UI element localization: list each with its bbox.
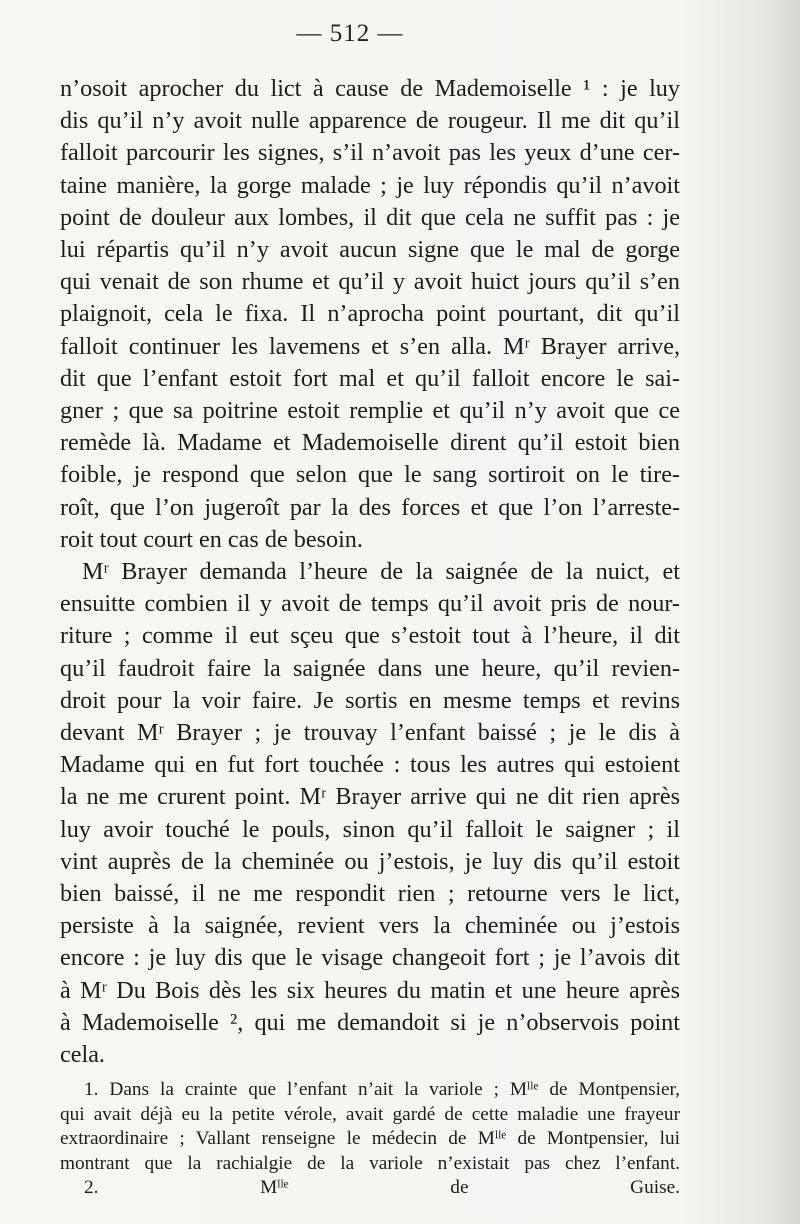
text-line: qui venait de son rhume et qu’il y avoit huict jours qu’il s’en [60,268,680,296]
text-line: falloit continuer les lavemens et s’en alla. Mʳ Brayer arrive, [60,332,680,360]
text-line: vint auprès de la cheminée ou j’estois, je luy dis qu’il estoit [60,847,680,875]
text-line: lui répartis qu’il n’y avoit aucun signe que le mal de gorge [60,236,680,264]
text-line: roit tout court en cas de besoin. [60,525,363,553]
footnote-2 [60,1176,680,1201]
text-line: riture ; comme il eut sçeu que s’estoit tout à l’heure, il dit [60,622,680,650]
text-line: Madame qui en fut fort touchée : tous les autres qui estoient [60,751,680,779]
footnote-line: montrant que la rachialgie de la variole n’existait pas chez l’enfant. [60,1152,680,1174]
text-line: dit que l’enfant estoit fort mal et qu’il falloit encore le sai- [60,364,680,392]
text-line: luy avoir touché le pouls, sinon qu’il falloit le saigner ; il [60,815,680,843]
footnote-line: 1. Dans la crainte que l’enfant n’ait la variole ; Mˡˡᵉ de Montpensier, [84,1079,680,1100]
footnote-line: qui avait déjà eu la petite vérole, avait gardé de cette maladie une frayeur [60,1103,680,1125]
text-line: ensuitte combien il y avoit de temps qu’il avoit pris de nour- [60,590,680,618]
text-line: remède là. Madame et Mademoiselle dirent qu’il estoit bien [60,429,680,457]
footnote-line: 2. Mˡˡᵉ de Guise. [84,1177,680,1198]
text-line: encore : je luy dis que le visage changeoit fort ; je l’avois dit [60,944,680,972]
text-line: cela. [60,1041,105,1069]
text-line: dis qu’il n’y avoit nulle apparence de rougeur. Il me dit qu’il [60,107,680,135]
main-text [60,73,680,1071]
footnotes [60,1078,680,1201]
text-line: plaignoit, cela le fixa. Il n’aprocha point pourtant, dit qu’il [60,300,680,328]
text-line: à Mʳ Du Bois dès les six heures du matin et une heure après [60,976,680,1004]
text-line: falloit parcourir les signes, s’il n’avoit pas les yeux d’une cer- [60,139,680,167]
text-line: qu’il faudroit faire la saignée dans une heure, qu’il revien- [60,654,680,682]
text-line: devant Mʳ Brayer ; je trouvay l’enfant baissé ; je le dis à [60,719,680,747]
paragraph-2 [60,556,680,1071]
paragraph-1 [60,73,680,556]
text-line: à Mademoiselle ², qui me demandoit si je n’observois point [60,1008,680,1036]
text-line: taine manière, la gorge malade ; je luy répondis qu’il n’avoit [60,171,680,199]
text-line: point de douleur aux lombes, il dit que cela ne suffit pas : je [60,203,680,231]
text-line: foible, je respond que selon que le sang sortiroit on le tire- [60,461,680,489]
text-line: n’osoit aprocher du lict à cause de Mademoiselle ¹ : je luy [60,75,680,102]
text-line: roît, que l’on jugeroît par la des forces et que l’on l’arreste- [60,493,680,521]
text-line: bien baissé, il ne me respondit rien ; retourne vers le lict, [60,880,680,908]
footnote-1 [60,1078,680,1176]
text-line: persiste à la saignée, revient vers la cheminée ou j’estois [60,912,680,940]
text-line: droit pour la voir faire. Je sortis en mesme temps et revins [60,686,680,714]
text-line: gner ; que sa poitrine estoit remplie et qu’il n’y avoit que ce [60,397,680,425]
text-line: la ne me crurent point. Mʳ Brayer arrive qui ne dit rien après [60,783,680,811]
page-number: — 512 — [296,20,404,47]
text-line: Mʳ Brayer demanda l’heure de la saignée de la nuict, et [82,558,680,586]
footnote-line: extraordinaire ; Vallant renseigne le médecin de Mˡˡᵉ de Montpensier, lui [60,1128,680,1149]
